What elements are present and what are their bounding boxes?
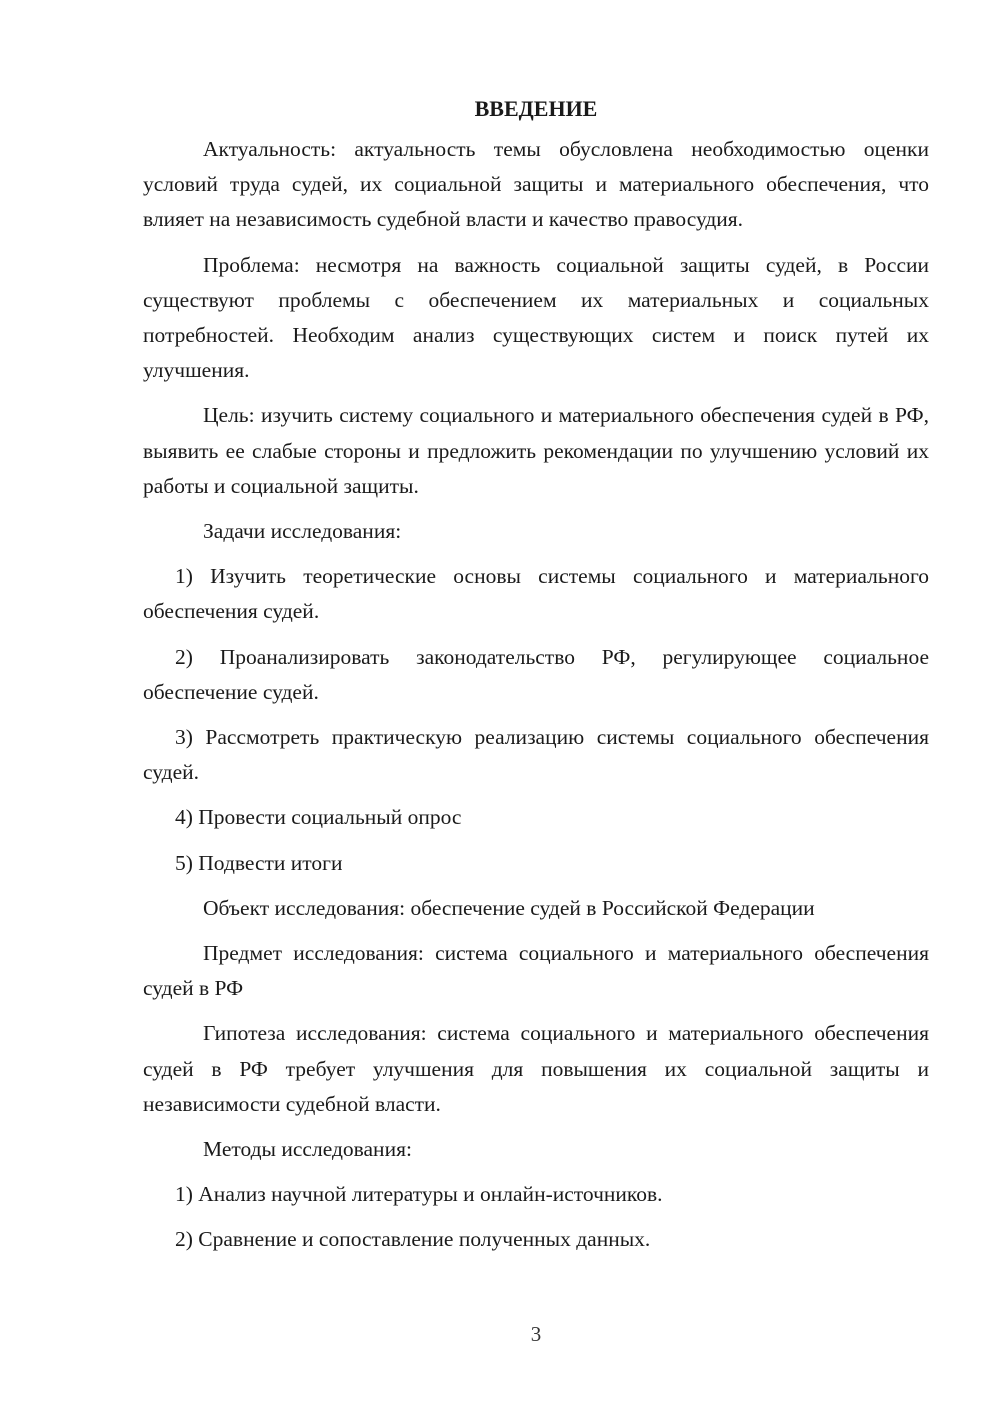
list-item-task-1: 1) Изучить теоретические основы системы социального и материального обеспечения судей. xyxy=(143,564,929,624)
paragraph-hypothesis: Гипотеза исследования: система социального и материального обеспечения судей в РФ требует улучшения для повышения их социальной защиты и независимости судебной власти. xyxy=(143,1021,929,1116)
paragraph-methods-heading: Методы исследования: xyxy=(203,1137,412,1162)
page-number: 3 xyxy=(530,1322,542,1346)
paragraph-problem: Проблема: несмотря на важность социальной защиты судей, в России существуют проблемы с обеспечением их материальных и социальных потребностей. Необходим анализ существующих систем и поиск путей их улучшения. xyxy=(143,252,929,383)
list-item-method-1: 1) Анализ научной литературы и онлайн-источников. xyxy=(175,1182,663,1207)
list-item-method-2: 2) Сравнение и сопоставление полученных данных. xyxy=(175,1227,651,1252)
list-item-task-5: 5) Подвести итоги xyxy=(175,850,343,875)
document-page xyxy=(143,92,929,1268)
paragraph-subject: Предмет исследования: система социального и материального обеспечения судей в РФ xyxy=(143,941,929,1001)
list-item-task-2: 2) Проанализировать законодательство РФ, регулирующее социальное обеспечение судей. xyxy=(143,644,929,704)
paragraph-goal: Цель: изучить систему социального и материального обеспечения судей в РФ, выявить ее слабые стороны и предложить рекомендации по улучшению условий их работы и социальной защиты. xyxy=(143,403,929,498)
paragraph-relevance: Актуальность: актуальность темы обусловлена необходимостью оценки условий труда судей, их социальной защиты и материального обеспечения, что влияет на независимость судебной власти и качество правосудия. xyxy=(143,137,929,232)
paragraph-tasks-heading: Задачи исследования: xyxy=(203,519,402,544)
section-title: ВВЕДЕНИЕ xyxy=(474,96,598,121)
list-item-task-4: 4) Провести социальный опрос xyxy=(175,805,462,830)
list-item-task-3: 3) Рассмотреть практическую реализацию системы социального обеспечения судей. xyxy=(143,725,929,785)
paragraph-object: Объект исследования: обеспечение судей в Российской Федерации xyxy=(203,895,815,920)
